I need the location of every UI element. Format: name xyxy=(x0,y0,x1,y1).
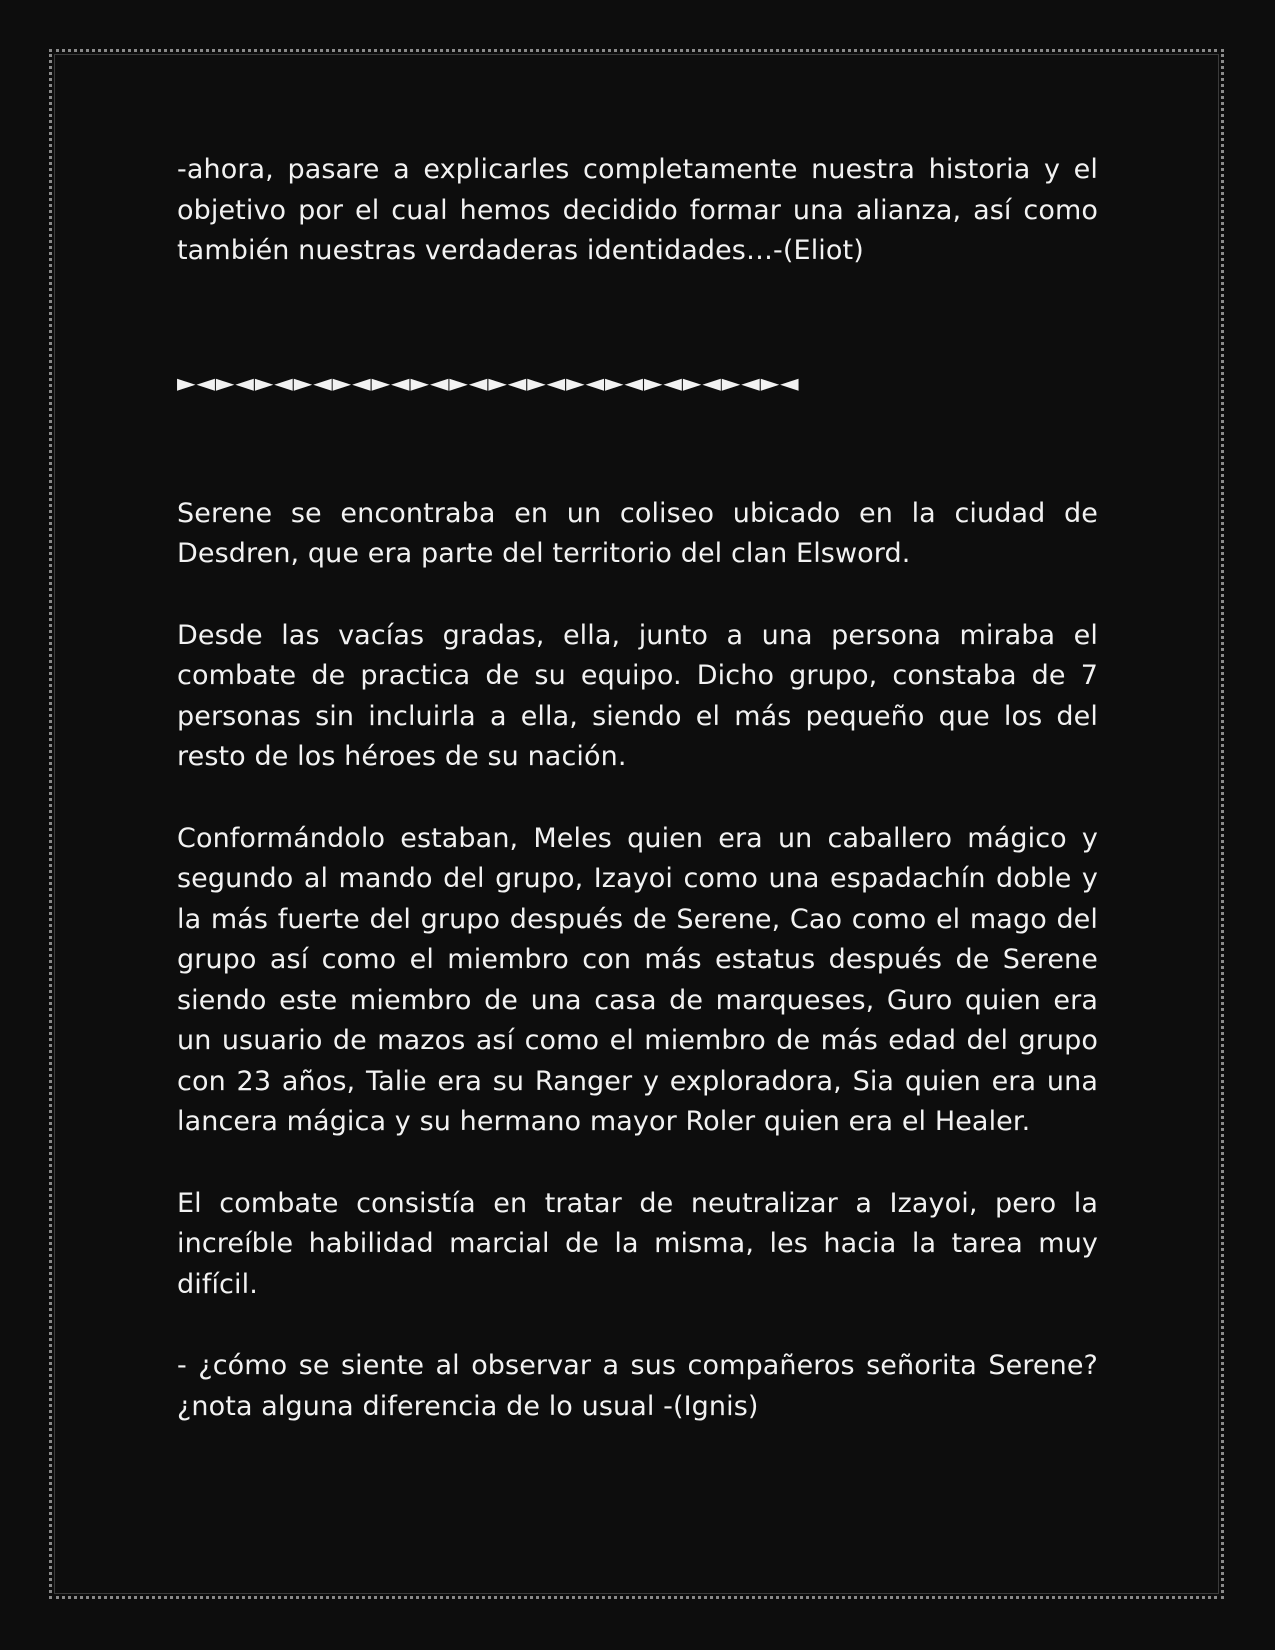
paragraph-combat: El combate consistía en tratar de neutralizar a Izayoi, pero la increíble habilidad marcial de la misma, les hacia la tarea muy difícil. xyxy=(177,1187,1098,1300)
scene-separator: ►◄►◄►◄►◄►◄►◄►◄►◄►◄►◄►◄►◄►◄►◄►◄►◄ xyxy=(177,368,800,397)
paragraph-spectators: Desde las vacías gradas, ella, junto a una persona miraba el combate de practica de su equipo. Dicho grupo, constaba de 7 personas sin incluirla a ella, siendo el más pequeño que los del resto de los héroes de su nación. xyxy=(177,619,1098,772)
document-body xyxy=(177,150,1098,1427)
paragraph-setting: Serene se encontraba en un coliseo ubicado en la ciudad de Desdren, que era parte del territorio del clan Elsword. xyxy=(177,497,1098,569)
paragraph-team-members: Conformándolo estaban, Meles quien era un caballero mágico y segundo al mando del grupo, Izayoi como una espadachín doble y la más fuerte del grupo después de Serene, Cao como el mago del grupo así como el miembro con más estatus después de Serene siendo este miembro de una casa de marqueses, Guro quien era un usuario de mazos así como el miembro de más edad del grupo con 23 años, Talie era su Ranger y exploradora, Sia quien era una lancera mágica y su hermano mayor Roler quien era el Healer. xyxy=(177,822,1098,1137)
opening-dialogue: -ahora, pasare a explicarles completamente nuestra historia y el objetivo por el cual hemos decidido formar una alianza, así como también nuestras verdaderas identidades…-(Eliot) xyxy=(177,154,1098,266)
closing-dialogue: - ¿cómo se siente al observar a sus compañeros señorita Serene? ¿nota alguna diferencia de lo usual -(Ignis) xyxy=(177,1350,1098,1422)
